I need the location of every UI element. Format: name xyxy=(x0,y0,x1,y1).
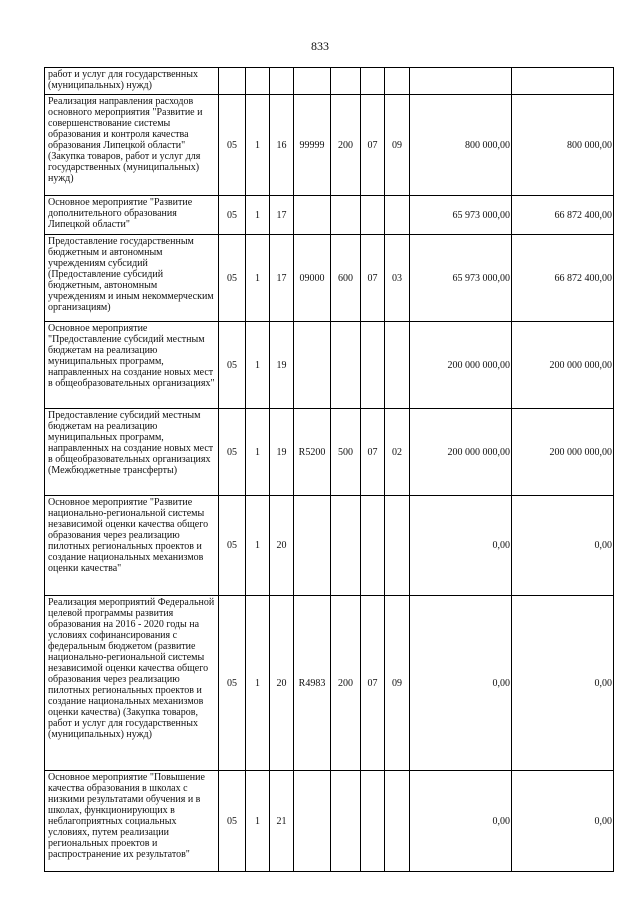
table-row xyxy=(45,771,614,872)
amount-1-cell: 200 000 000,00 xyxy=(410,409,512,496)
program-code-cell: 1 xyxy=(246,409,270,496)
row-name-cell: Реализация мероприятий Федеральной целевой программы развития образования на 2016 - 2020 годы на условиях софинансирования с федеральным бюджетом (развитие национально-региональной системы независимой оценки качества общего образования через реализацию пилотных региональных проектов и создание национальных механизмов оценки качества) (Закупка товаров, работ и услуг для государственных (муниципальных) нужд) xyxy=(45,596,219,771)
direction-code-cell xyxy=(294,68,331,95)
table-row xyxy=(45,596,614,771)
subprogram-code-cell xyxy=(270,68,294,95)
table-row xyxy=(45,68,614,95)
direction-code-cell xyxy=(294,771,331,872)
amount-1-cell: 0,00 xyxy=(410,596,512,771)
section-code-cell xyxy=(361,771,385,872)
section-code-cell: 07 xyxy=(361,409,385,496)
section-code-cell xyxy=(361,68,385,95)
table-row xyxy=(45,409,614,496)
table-row xyxy=(45,235,614,322)
row-name-cell: Основное мероприятие "Развитие национально-региональной системы независимой оценки качества общего образования через реализацию пилотных региональных проектов и создание национальных механизмов оценки качества" xyxy=(45,496,219,596)
subprogram-code-cell: 17 xyxy=(270,235,294,322)
expense-type-cell xyxy=(331,496,361,596)
direction-code-cell: 09000 xyxy=(294,235,331,322)
direction-code-cell xyxy=(294,196,331,235)
subprogram-code-cell: 17 xyxy=(270,196,294,235)
row-name-cell: Предоставление субсидий местным бюджетам на реализацию муниципальных программ, направленных на создание новых мест в общеобразовательных организациях (Межбюджетные трансферты) xyxy=(45,409,219,496)
table-row xyxy=(45,95,614,196)
amount-1-cell: 65 973 000,00 xyxy=(410,235,512,322)
amount-2-cell: 0,00 xyxy=(512,596,614,771)
budget-table xyxy=(44,67,614,872)
program-code-cell xyxy=(246,68,270,95)
amount-2-cell: 200 000 000,00 xyxy=(512,409,614,496)
ministry-code-cell: 05 xyxy=(219,95,246,196)
row-name-cell: Предоставление государственным бюджетным и автономным учреждениям субсидий (Предоставление субсидий бюджетным, автономным учреждениям и иным некоммерческим организациям) xyxy=(45,235,219,322)
program-code-cell: 1 xyxy=(246,596,270,771)
subsection-code-cell: 09 xyxy=(385,95,410,196)
amount-1-cell: 200 000 000,00 xyxy=(410,322,512,409)
program-code-cell: 1 xyxy=(246,95,270,196)
expense-type-cell: 600 xyxy=(331,235,361,322)
amount-1-cell: 800 000,00 xyxy=(410,95,512,196)
subprogram-code-cell: 16 xyxy=(270,95,294,196)
amount-2-cell: 66 872 400,00 xyxy=(512,196,614,235)
direction-code-cell xyxy=(294,322,331,409)
subsection-code-cell: 09 xyxy=(385,596,410,771)
row-name-cell: работ и услуг для государственных (муниципальных) нужд) xyxy=(45,68,219,95)
row-name-cell: Реализация направления расходов основного мероприятия "Развитие и совершенствование системы образования и контроля качества образования Липецкой области" (Закупка товаров, работ и услуг для государственных (муниципальных) нужд) xyxy=(45,95,219,196)
direction-code-cell: R5200 xyxy=(294,409,331,496)
program-code-cell: 1 xyxy=(246,196,270,235)
ministry-code-cell: 05 xyxy=(219,596,246,771)
program-code-cell: 1 xyxy=(246,771,270,872)
program-code-cell: 1 xyxy=(246,496,270,596)
subprogram-code-cell: 20 xyxy=(270,596,294,771)
subsection-code-cell xyxy=(385,496,410,596)
amount-1-cell: 0,00 xyxy=(410,496,512,596)
expense-type-cell xyxy=(331,322,361,409)
expense-type-cell xyxy=(331,771,361,872)
amount-2-cell: 800 000,00 xyxy=(512,95,614,196)
expense-type-cell: 200 xyxy=(331,596,361,771)
program-code-cell: 1 xyxy=(246,235,270,322)
section-code-cell xyxy=(361,196,385,235)
subprogram-code-cell: 20 xyxy=(270,496,294,596)
direction-code-cell: 99999 xyxy=(294,95,331,196)
direction-code-cell: R4983 xyxy=(294,596,331,771)
amount-2-cell xyxy=(512,68,614,95)
subsection-code-cell xyxy=(385,196,410,235)
ministry-code-cell: 05 xyxy=(219,196,246,235)
subsection-code-cell xyxy=(385,771,410,872)
amount-1-cell: 0,00 xyxy=(410,771,512,872)
ministry-code-cell: 05 xyxy=(219,235,246,322)
subprogram-code-cell: 21 xyxy=(270,771,294,872)
section-code-cell xyxy=(361,496,385,596)
ministry-code-cell: 05 xyxy=(219,771,246,872)
expense-type-cell: 200 xyxy=(331,95,361,196)
ministry-code-cell: 05 xyxy=(219,409,246,496)
ministry-code-cell: 05 xyxy=(219,322,246,409)
subsection-code-cell: 02 xyxy=(385,409,410,496)
amount-2-cell: 66 872 400,00 xyxy=(512,235,614,322)
expense-type-cell: 500 xyxy=(331,409,361,496)
row-name-cell: Основное мероприятие "Предоставление субсидий местным бюджетам на реализацию муниципальных программ, направленных на создание новых мест в общеобразовательных организациях" xyxy=(45,322,219,409)
subprogram-code-cell: 19 xyxy=(270,409,294,496)
subsection-code-cell: 03 xyxy=(385,235,410,322)
expense-type-cell xyxy=(331,68,361,95)
section-code-cell: 07 xyxy=(361,235,385,322)
amount-2-cell: 0,00 xyxy=(512,771,614,872)
table-row xyxy=(45,196,614,235)
amount-2-cell: 0,00 xyxy=(512,496,614,596)
subprogram-code-cell: 19 xyxy=(270,322,294,409)
section-code-cell xyxy=(361,322,385,409)
ministry-code-cell xyxy=(219,68,246,95)
page-number: 833 xyxy=(311,39,329,53)
amount-1-cell: 65 973 000,00 xyxy=(410,196,512,235)
expense-type-cell xyxy=(331,196,361,235)
table-row xyxy=(45,496,614,596)
table-row xyxy=(45,322,614,409)
subsection-code-cell xyxy=(385,322,410,409)
direction-code-cell xyxy=(294,496,331,596)
subsection-code-cell xyxy=(385,68,410,95)
program-code-cell: 1 xyxy=(246,322,270,409)
amount-1-cell xyxy=(410,68,512,95)
ministry-code-cell: 05 xyxy=(219,496,246,596)
amount-2-cell: 200 000 000,00 xyxy=(512,322,614,409)
section-code-cell: 07 xyxy=(361,95,385,196)
row-name-cell: Основное мероприятие "Повышение качества образования в школах с низкими результатами обучения и в школах, функционирующих в неблагоприятных социальных условиях, путем реализации региональных проектов и распространение их результатов" xyxy=(45,771,219,872)
section-code-cell: 07 xyxy=(361,596,385,771)
row-name-cell: Основное мероприятие "Развитие дополнительного образования Липецкой области" xyxy=(45,196,219,235)
